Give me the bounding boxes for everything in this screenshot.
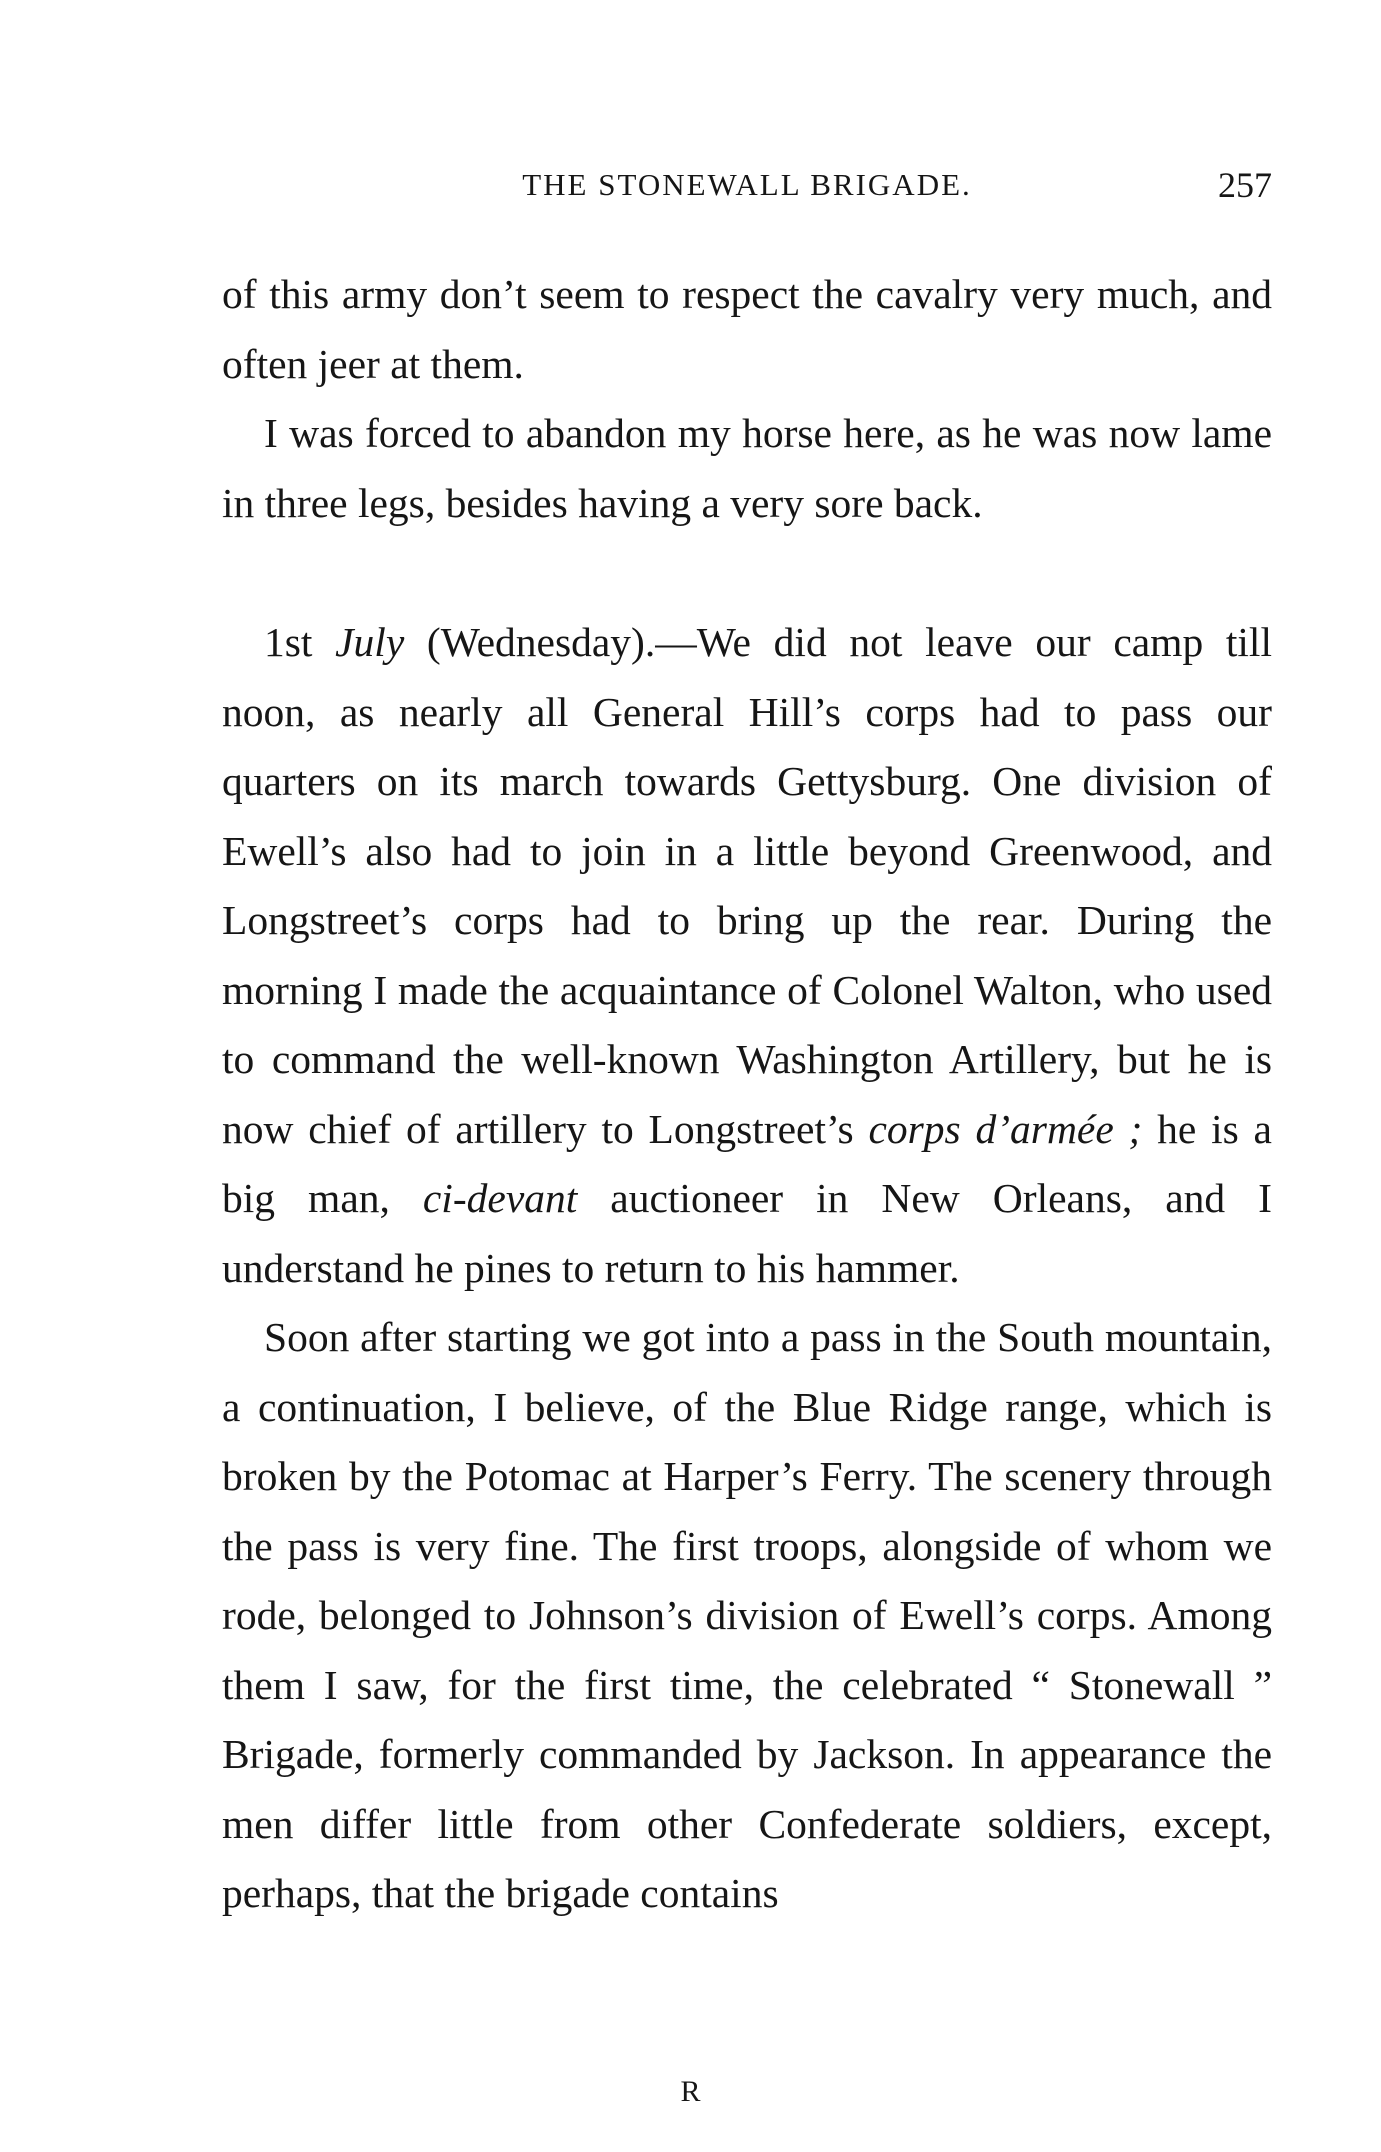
paragraph-text: auctioneer in New Orleans, and I understand he pines to return to his hammer. [222,1175,1272,1291]
paragraph-horse: I was forced to abandon my horse here, as he was now lame in three legs, besides having a very sore back. [222,410,1272,526]
italic-phrase: corps d’armée ; [868,1105,1143,1152]
page-number: 257 [1218,165,1272,205]
page-header [222,160,1272,210]
date-month: July [335,619,405,665]
signature-mark: R [680,2075,701,2108]
paragraph-text: (Wednesday).—We did not leave our camp till noon, as nearly all General Hill’s corps had to pass our quarters on its march towards Gettysburg. One division of Ewell’s also had to join in a little beyond Greenwood, and Longstreet’s corps had to bring up the rear. During the morning I made the acquaintance of Colonel Walton, who used to command the well-known Washington Artillery, but he is now chief of artillery to Longstreet’s [222,619,1272,1152]
paragraph-continuation: of this army don’t seem to respect the cavalry very much, and often jeer at them. [222,271,1272,387]
paragraph-south-mountain: Soon after starting we got into a pass in the South mountain, a continuation, I believe, of the Blue Ridge range, which is broken by the Potomac at Harper’s Ferry. The scenery through the pass is very fine. The first troops, alongside of whom we rode, belonged to Johnson’s division of Ewell’s corps. Among them I saw, for the first time, the celebrated “ Stonewall ” Brigade, formerly commanded by Jackson. In appearance the men differ little from other Confederate soldiers, except, perhaps, that the brigade contains [222,1314,1272,1916]
paragraph-text: he is a big man, [222,1105,1272,1221]
italic-phrase: ci-devant [422,1175,578,1221]
paragraph-first-july [222,608,1272,1303]
date-day: 1st [264,619,313,665]
running-head: THE STONEWALL BRIGADE. [522,167,972,202]
body-text [222,260,1272,1929]
